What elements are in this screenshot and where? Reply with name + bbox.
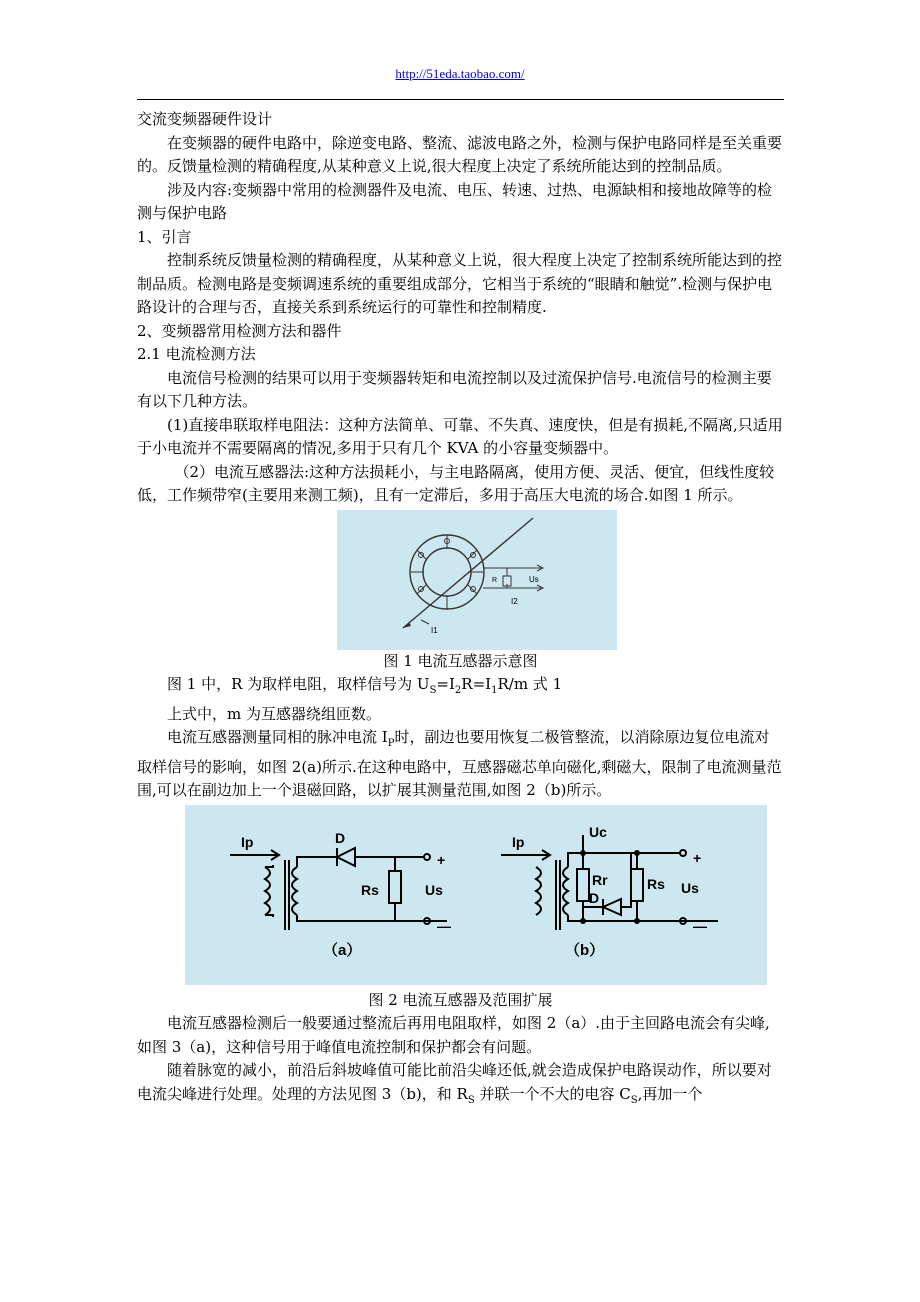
figure-1-caption: 图 1 电流互感器示意图 (383, 651, 538, 670)
sub-1: 1 (491, 685, 498, 696)
fig2b-label-minus: — (693, 917, 707, 934)
fig2b-label-rs: Rs (647, 875, 665, 892)
fig2a-label-a: （a） (323, 941, 362, 959)
doc-title: 交流变频器硬件设计 (137, 110, 273, 128)
sub-s: S (467, 1094, 475, 1106)
sub-s: S (429, 685, 437, 696)
fig2b-label-b: （b） (565, 941, 605, 959)
p8-text: 时，副边也要用恢复二极管整流，以消除原边复位电流对取样信号的影响，如图 2(a)所示.在这种电路中，互感器磁芯单向磁化,剩磁大，限制了电流测量范围,可以在副边加上一个退磁回路，以扩展其测量范围,如图 2（b)所示。 (137, 728, 782, 799)
fig2a-label-us: Us (425, 881, 443, 898)
fig2b-label-uc: Uc (589, 823, 607, 840)
header-rule (137, 99, 784, 100)
p10-text: 并联一个不大的电容 C (474, 1084, 631, 1103)
formula-text: 图 1 中，R 为取样电阻，取样信号为 U (167, 675, 430, 693)
fig1-label-i2: I2 (511, 596, 518, 606)
formula-text: R/m 式 1 (497, 675, 563, 693)
paragraph-3: 控制系统反馈量检测的精确程度，从某种意义上说，很大程度上决定了控制系统所能达到的控制品质。检测电路是变频调速系统的重要组成部分，它相当于系统的“眼睛和触觉”.检测与保护电路设计的合理与否，直接关系到系统运行的可靠性和控制精度. (137, 251, 783, 316)
sub-p: P (387, 738, 395, 749)
paragraph-7: 上式中，m 为互感器绕组匝数。 (167, 704, 381, 723)
paragraph-6: （2）电流互感器法:这种方法损耗小，与主电路隔离，使用方便、灵活、便宜，但线性度较低，工作频带窄(主要用来测工频)，且有一定滞后，多用于高压大电流的场合.如图 1 所示。 (137, 462, 775, 504)
paragraph-1: 在变频器的硬件电路中，除逆变电路、整流、滤波电路之外，检测与保护电路同样是至关重要的。反馈量检测的精确程度,从某种意义上说,很大程度上决定了系统所能达到的控制品质。 (137, 133, 783, 175)
fig2b-label-d: D (589, 889, 600, 906)
p8-text: 电流互感器测量同相的脉冲电流 I (167, 728, 388, 746)
document-body (137, 108, 784, 1112)
fig2b-label-plus: + (693, 849, 702, 866)
header-link[interactable]: http://51eda.taobao.com/ (395, 66, 525, 81)
fig1-label-i1: I1 (431, 625, 438, 635)
paragraph-5: (1)直接串联取样电阻法：这种方法简单、可靠、不失真、速度快，但是有损耗,不隔离,只适用于小电流并不需要隔离的情况,多用于只有几个 KVA 的小容量变频器中。 (137, 415, 783, 457)
fig2b-label-rr: Rr (592, 871, 608, 888)
heading-2-1: 2.1 电流检测方法 (137, 345, 256, 363)
fig2b-label-ip: Ip (512, 833, 525, 850)
formula-line (137, 673, 784, 703)
paragraph-2: 涉及内容:变频器中常用的检测器件及电流、电压、转速、过热、电源缺相和接地故障等的检测与保护电路 (137, 180, 773, 222)
paragraph-10 (137, 1059, 784, 1112)
paragraph-8 (137, 726, 784, 803)
fig2a-label-plus: + (437, 851, 446, 868)
p10-text: 随着脉宽的减小，前沿后斜坡峰值可能比前沿尖峰还低,就会造成保护电路误动作，所以要对电流尖峰进行处理。处理的方法见图 3（b)，和 R (137, 1061, 772, 1103)
paragraph-9: 电流互感器检测后一般要通过整流后再用电阻取样，如图 2（a）.由于主回路电流会有尖峰,如图 3（a)，这种信号用于峰值电流控制和保护都会有问题。 (137, 1014, 770, 1056)
sub-2: 2 (454, 685, 462, 696)
fig2a-label-d: D (335, 829, 346, 846)
fig2a-label-rs: Rs (361, 881, 379, 898)
paragraph-4: 电流信号检测的结果可以用于变频器转矩和电流控制以及过流保护信号.电流信号的检测主要有以下几种方法。 (137, 368, 772, 410)
fig1-label-us: Us (529, 574, 539, 584)
figure-1-current-transformer (337, 510, 617, 650)
p10-text: ,再加一个 (637, 1084, 703, 1103)
formula-text: =I (436, 675, 455, 693)
fig2a-label-ip: Ip (241, 833, 254, 850)
heading-1: 1、引言 (137, 227, 192, 246)
fig2a-label-minus: — (437, 917, 451, 934)
fig1-label-r: R (492, 576, 498, 584)
fig2b-label-us: Us (681, 879, 699, 896)
figure-2-circuits (185, 805, 767, 985)
sub-s: S (630, 1094, 638, 1106)
formula-text: R=I (461, 675, 492, 693)
heading-2: 2、变频器常用检测方法和器件 (137, 321, 342, 340)
figure-2-drawing (185, 805, 767, 985)
figure-1-drawing (337, 510, 617, 650)
figure-2-caption: 图 2 电流互感器及范围扩展 (368, 990, 553, 1009)
